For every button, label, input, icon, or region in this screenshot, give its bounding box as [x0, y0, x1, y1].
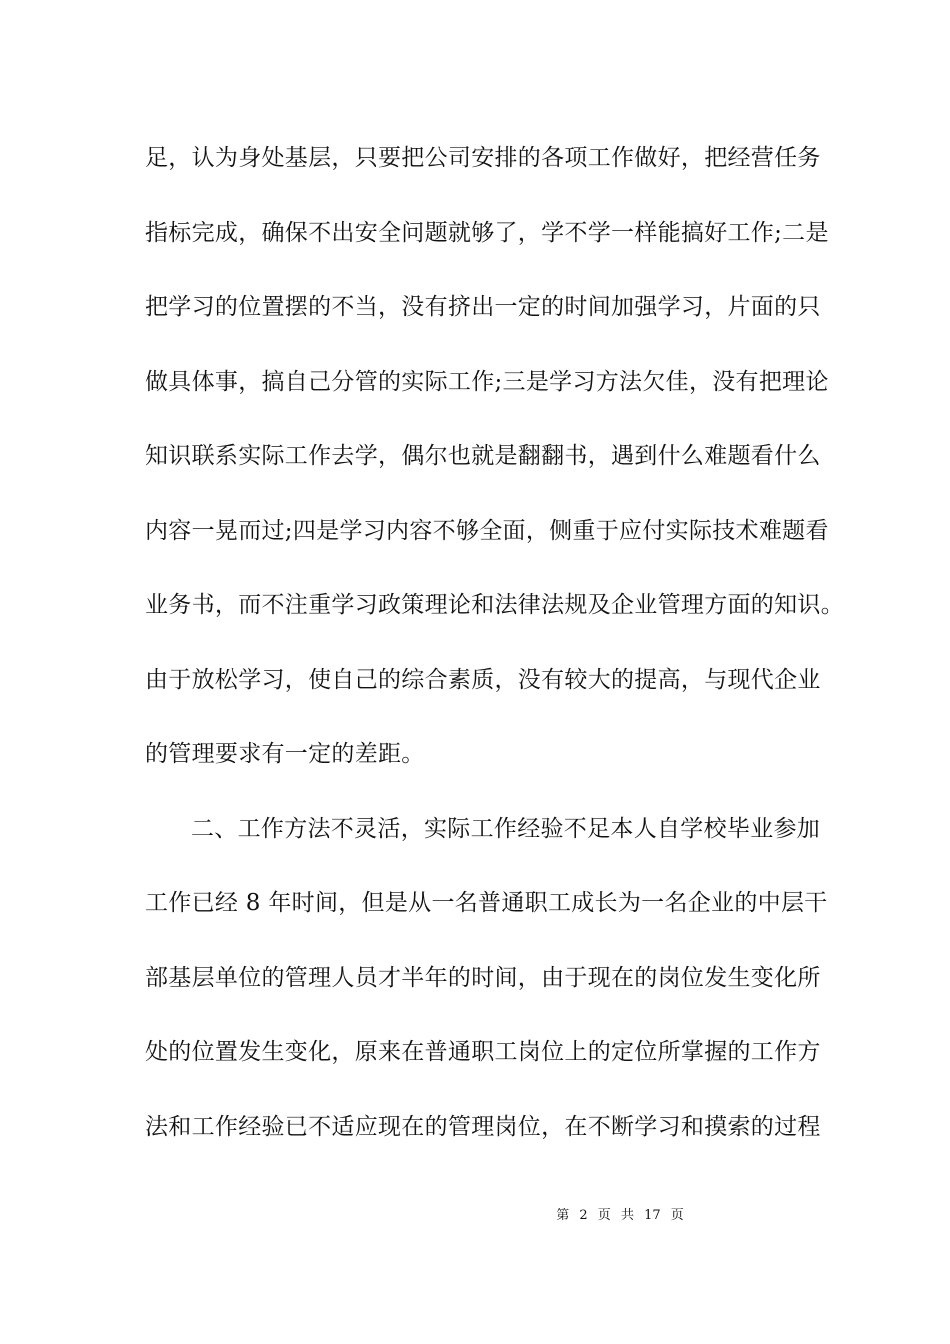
footer-total-pages: 17	[644, 1208, 661, 1223]
text-line-11: 工作已经 8 年时间，但是从一名普通职工成长为一名企业的中层干	[145, 890, 828, 916]
footer-suffix: 页	[670, 1208, 684, 1223]
text-line-8: 由于放松学习，使自己的综合素质，没有较大的提高，与现代企业	[145, 666, 821, 693]
text-line-9: 的管理要求有一定的差距。	[145, 741, 425, 767]
text-line-7: 业务书，而不注重学习政策理论和法律法规及企业管理方面的知识。	[145, 592, 844, 618]
text-line-5: 知识联系实际工作去学，偶尔也就是翻翻书，遇到什么难题看什么	[145, 443, 821, 469]
page-footer	[0, 1206, 950, 1226]
footer-current-page: 2	[579, 1208, 588, 1223]
text-line-1: 足，认为身处基层，只要把公司安排的各项工作做好，把经营任务	[145, 145, 821, 171]
text-line-6: 内容一晃而过;四是学习内容不够全面，侧重于应付实际技术难题看	[145, 517, 829, 544]
footer-prefix: 第	[556, 1208, 570, 1223]
text-line-14: 法和工作经验已不适应现在的管理岗位，在不断学习和摸索的过程	[145, 1113, 821, 1140]
text-line-13: 处的位置发生变化，原来在普通职工岗位上的定位所掌握的工作方	[145, 1039, 821, 1065]
footer-mid1: 页	[597, 1208, 611, 1223]
text-line-12: 部基层单位的管理人员才半年的时间，由于现在的岗位发生变化所	[145, 964, 821, 991]
footer-mid2: 共	[620, 1208, 634, 1223]
text-line-10: 二、工作方法不灵活，实际工作经验不足本人自学校毕业参加	[191, 815, 821, 842]
text-line-3: 把学习的位置摆的不当，没有挤出一定的时间加强学习，片面的只	[145, 294, 821, 320]
body-text	[145, 135, 844, 1178]
text-line-4: 做具体事，搞自己分管的实际工作;三是学习方法欠佳，没有把理论	[145, 368, 829, 395]
text-line-2: 指标完成，确保不出安全问题就够了，学不学一样能搞好工作;二是	[145, 219, 829, 246]
